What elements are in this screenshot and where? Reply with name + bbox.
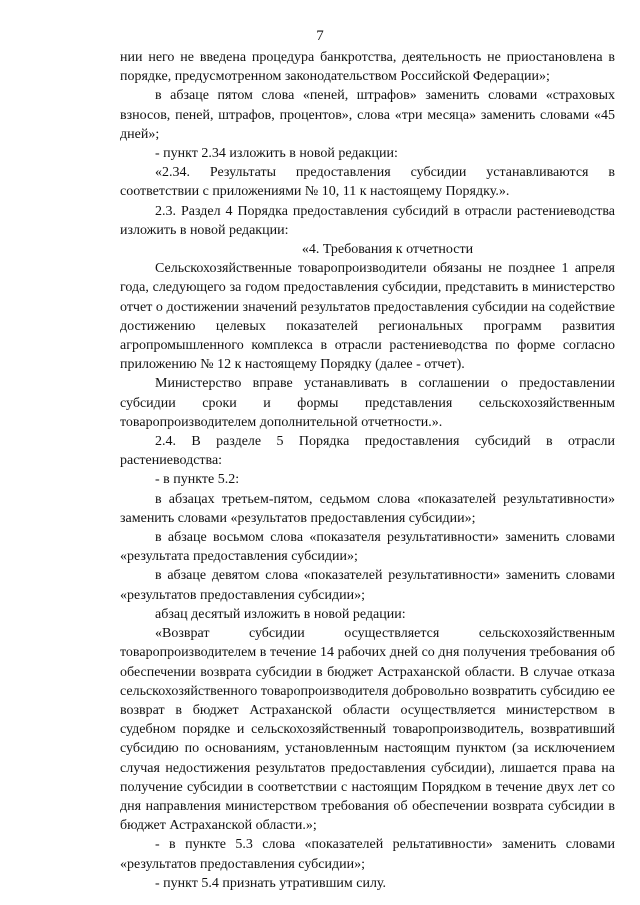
paragraph-amend-3-7: в абзацах третьем-пятом, седьмом слова «показателей результативности» заменить словами «результатов предоставления субсидии»; [120,491,615,526]
paragraph-item-5-2: - в пункте 5.2: [155,472,240,488]
paragraph-quote-2-34: «2.34. Результаты предоставления субсидии устанавливаются в соответствии с приложениями № 10, 11 к настоящему Порядку.». [120,165,615,200]
document-body [120,48,615,893]
paragraph-amend-10: абзац десятый изложить в новой редации: [155,606,406,622]
paragraph-section-2-3: 2.3. Раздел 4 Порядка предоставления субсидий в отрасли растениеводства изложить в новой редакции: [120,203,615,238]
paragraph-item-5-3: - в пункте 5.3 слова «показателей рельтативности» заменить словами «результатов предоставления субсидии»; [120,837,615,872]
paragraph-amend-9: в абзаце девятом слова «показателей результативности» заменить словами «результатов предоставления субсидии»; [120,568,615,603]
page-number: 7 [316,28,324,44]
paragraph-item-5-4: - пункт 5.4 признать утратившим силу. [155,875,387,891]
paragraph-additional-reporting: Министерство вправе устанавливать в соглашении о предоставлении субсидии сроки и формы представления сельскохозяйственным товаропроизводителем дополнительной отчетности.». [120,376,615,430]
paragraph-reporting-duty: Сельскохозяйственные товаропроизводители обязаны не позднее 1 апреля года, следующего за годом предоставления субсидии, представить в министерство отчет о достижении значений результатов предоставления субсидии на содействие достижению целевых показателей региональных программ развития агропромышленного комплекса в отрасли растениеводства по форме согласно приложению № 12 к настоящему Порядку (далее - отчет). [120,261,615,373]
paragraph-amendment-fifth-para: в абзаце пятом слова «пеней, штрафов» заменить словами «страховых взносов, пеней, штрафов, процентов», слова «три месяца» заменить словами «45 дней»; [120,88,615,142]
paragraph-amend-8: в абзаце восьмом слова «показателя результативности» заменить словами «результата предоставления субсидии»; [120,530,615,565]
paragraph-item-2-34: - пункт 2.34 изложить в новой редакции: [155,146,398,162]
paragraph-refund-quote: «Возврат субсидии осуществляется сельскохозяйственным товаропроизводителем в течение 14 рабочих дней со дня получения требования об обеспечении возврата субсидии в бюджет Астраханской области. В случае отказа сельскохозяйственного товаропроизводителя добровольно возвратить субсидию ее возврат в бюджет Астраханской области осуществляется министерством в судебном порядке и сельскохозяйственный товаропроизводитель, возвративший субсидию по основаниям, установленным настоящим пунктом (за исключением случая недостижения результатов предоставления субсидии), лишается права на получение субсидии в соответствии с настоящим Порядком в течение двух лет со дня направления министерством требования об обеспечении возврата субсидии в бюджет Астраханской области.»; [120,626,615,834]
paragraph-section-2-4: 2.4. В разделе 5 Порядка предоставления субсидий в отрасли растениеводства: [120,434,615,469]
paragraph-continuation: нии него не введена процедура банкротства, деятельность не приостановлена в порядке, предусмотренном законодательством Российской Федерации»; [120,50,615,85]
section-heading: «4. Требования к отчетности [301,242,474,258]
